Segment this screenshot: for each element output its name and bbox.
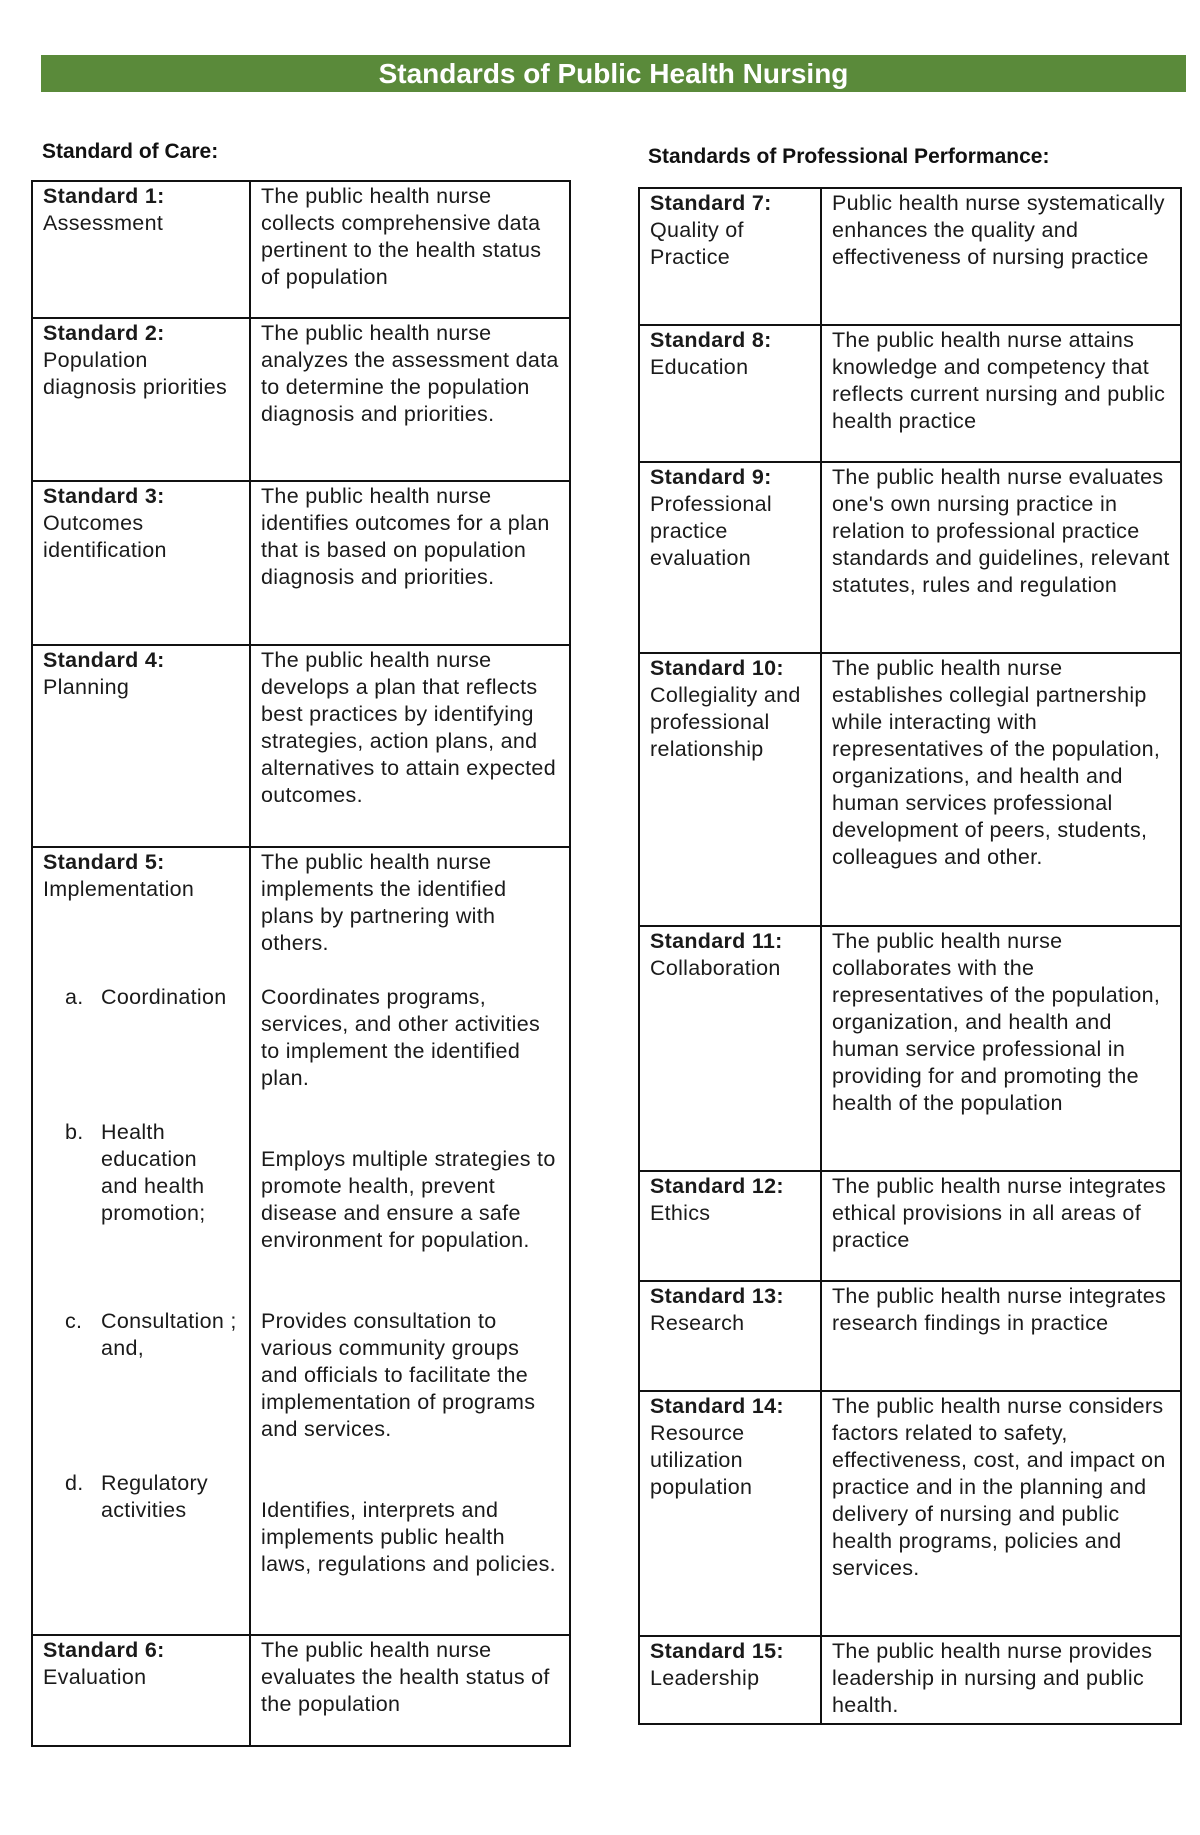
sub-label: Consultation ; and, xyxy=(101,1309,237,1360)
standard-name: Outcomes identification xyxy=(43,511,167,562)
standard-name: Leadership xyxy=(650,1666,760,1690)
standard-number: Standard 8: xyxy=(650,328,772,352)
description-cell xyxy=(821,1391,1181,1636)
table-row xyxy=(32,847,570,1635)
description-cell xyxy=(821,1636,1181,1724)
standard-cell xyxy=(639,1281,821,1391)
table-row xyxy=(639,1636,1181,1724)
standard-name: Collegiality and professional relationship xyxy=(650,683,801,761)
standard-description: The public health nurse attains knowledge and competency that reflects current nursing and public health practice xyxy=(832,328,1166,433)
standard-description: The public health nurse collects comprehensive data pertinent to the health status of population xyxy=(261,184,542,289)
standard-description: The public health nurse analyzes the assessment data to determine the population diagnosis and priorities. xyxy=(261,321,559,426)
description-cell xyxy=(821,926,1181,1171)
standard-cell xyxy=(32,847,250,1635)
standard-name: Education xyxy=(650,355,749,379)
standard-number: Standard 9: xyxy=(650,465,772,489)
standard-number: Standard 1: xyxy=(43,184,165,208)
care-table xyxy=(31,180,571,1747)
description-cell xyxy=(821,462,1181,653)
standard-name: Research xyxy=(650,1311,745,1335)
sub-description: Identifies, interprets and implements public health laws, regulations and policies. xyxy=(261,1498,556,1576)
description-cell xyxy=(250,847,570,1635)
standard-description: The public health nurse provides leadership in nursing and public health. xyxy=(832,1639,1153,1717)
table-row xyxy=(639,325,1181,462)
standard-description: The public health nurse establishes collegial partnership while interacting with representatives of the population, organizations, and health and human services professional development of peers, students, colleagues and other. xyxy=(832,656,1161,869)
sub-description: Coordinates programs, services, and other activities to implement the identified plan. xyxy=(261,985,541,1090)
sub-item xyxy=(65,1119,239,1227)
standard-description: The public health nurse evaluates one's own nursing practice in relation to professional practice standards and guidelines, relevant statutes, rules and regulation xyxy=(832,465,1170,597)
sub-item xyxy=(65,1470,239,1524)
standard-description: The public health nurse considers factors related to safety, effectiveness, cost, and impact on practice and in the planning and delivery of nursing and public health programs, policies and services. xyxy=(832,1394,1166,1580)
sub-letter: c. xyxy=(65,1309,83,1333)
standard-number: Standard 2: xyxy=(43,321,165,345)
description-cell xyxy=(821,188,1181,325)
table-row xyxy=(639,1391,1181,1636)
standard-cell xyxy=(32,318,250,481)
standard-name: Evaluation xyxy=(43,1665,147,1689)
standard-number: Standard 14: xyxy=(650,1394,784,1418)
standard-cell xyxy=(32,181,250,318)
standard-cell xyxy=(639,188,821,325)
standard-number: Standard 5: xyxy=(43,850,165,874)
standard-cell xyxy=(639,653,821,926)
standard-name: Ethics xyxy=(650,1201,711,1225)
table-row xyxy=(32,181,570,318)
description-cell xyxy=(250,181,570,318)
standard-cell xyxy=(639,462,821,653)
standard-name: Quality of Practice xyxy=(650,218,744,269)
perf-table xyxy=(638,187,1182,1725)
standard-cell xyxy=(639,1391,821,1636)
standard-name: Resource utilization population xyxy=(650,1421,753,1499)
standard-name: Collaboration xyxy=(650,956,781,980)
sub-letter: b. xyxy=(65,1120,84,1144)
table-row xyxy=(639,188,1181,325)
table-row xyxy=(32,481,570,645)
description-cell xyxy=(250,645,570,847)
standard-number: Standard 15: xyxy=(650,1639,784,1663)
standard-name: Population diagnosis priorities xyxy=(43,348,228,399)
description-cell xyxy=(821,1171,1181,1281)
sub-label: Health education and health promotion; xyxy=(101,1120,206,1225)
table-row xyxy=(639,1171,1181,1281)
sub-letter: d. xyxy=(65,1471,84,1495)
standard-description: The public health nurse integrates research findings in practice xyxy=(832,1284,1167,1335)
description-cell xyxy=(250,481,570,645)
perf-heading: Standards of Professional Performance: xyxy=(648,145,1050,168)
standard-number: Standard 7: xyxy=(650,191,772,215)
table-row xyxy=(639,462,1181,653)
standard-name: Planning xyxy=(43,675,130,699)
standard-name: Professional practice evaluation xyxy=(650,492,772,570)
standard-number: Standard 12: xyxy=(650,1174,784,1198)
description-cell xyxy=(250,1635,570,1746)
standard-cell xyxy=(32,481,250,645)
standard-cell xyxy=(639,1171,821,1281)
sub-description: Employs multiple strategies to promote health, prevent disease and ensure a safe environment for population. xyxy=(261,1147,556,1252)
page-title-banner: Standards of Public Health Nursing xyxy=(41,55,1186,92)
table-row xyxy=(32,318,570,481)
standard-name: Implementation xyxy=(43,877,195,901)
sub-label: Coordination xyxy=(101,985,227,1009)
standard-cell xyxy=(639,325,821,462)
standard-description: The public health nurse develops a plan that reflects best practices by identifying strategies, action plans, and alternatives to attain expected outcomes. xyxy=(261,648,556,807)
standard-description: The public health nurse identifies outcomes for a plan that is based on population diagnosis and priorities. xyxy=(261,484,550,589)
table-row xyxy=(639,926,1181,1171)
standard-description: The public health nurse evaluates the health status of the population xyxy=(261,1638,550,1716)
description-cell xyxy=(821,325,1181,462)
sub-label: Regulatory activities xyxy=(101,1471,208,1522)
standard-name: Assessment xyxy=(43,211,164,235)
description-cell xyxy=(250,318,570,481)
sub-item xyxy=(65,984,239,1011)
sub-item xyxy=(65,1308,239,1362)
sub-description: Provides consultation to various community groups and officials to facilitate the implementation of programs and services. xyxy=(261,1309,536,1441)
standard-number: Standard 13: xyxy=(650,1284,784,1308)
sub-letter: a. xyxy=(65,985,84,1009)
standard-number: Standard 6: xyxy=(43,1638,165,1662)
description-cell xyxy=(821,653,1181,926)
table-row xyxy=(32,1635,570,1746)
care-heading: Standard of Care: xyxy=(42,140,219,163)
standard-description: The public health nurse integrates ethical provisions in all areas of practice xyxy=(832,1174,1167,1252)
standard-number: Standard 10: xyxy=(650,656,784,680)
table-row xyxy=(639,1281,1181,1391)
standard-number: Standard 11: xyxy=(650,929,783,953)
standard-cell xyxy=(32,645,250,847)
standard-cell xyxy=(32,1635,250,1746)
table-row xyxy=(639,653,1181,926)
standard-cell xyxy=(639,1636,821,1724)
standard-number: Standard 4: xyxy=(43,648,165,672)
standard-description: The public health nurse collaborates with the representatives of the population, organization, and health and human service professional in providing for and promoting the health of the population xyxy=(832,929,1161,1115)
standard-cell xyxy=(639,926,821,1171)
standard-number: Standard 3: xyxy=(43,484,165,508)
description-cell xyxy=(821,1281,1181,1391)
standard-description: Public health nurse systematically enhances the quality and effectiveness of nursing practice xyxy=(832,191,1165,269)
standard-description: The public health nurse implements the identified plans by partnering with others. xyxy=(261,850,507,955)
table-row xyxy=(32,645,570,847)
